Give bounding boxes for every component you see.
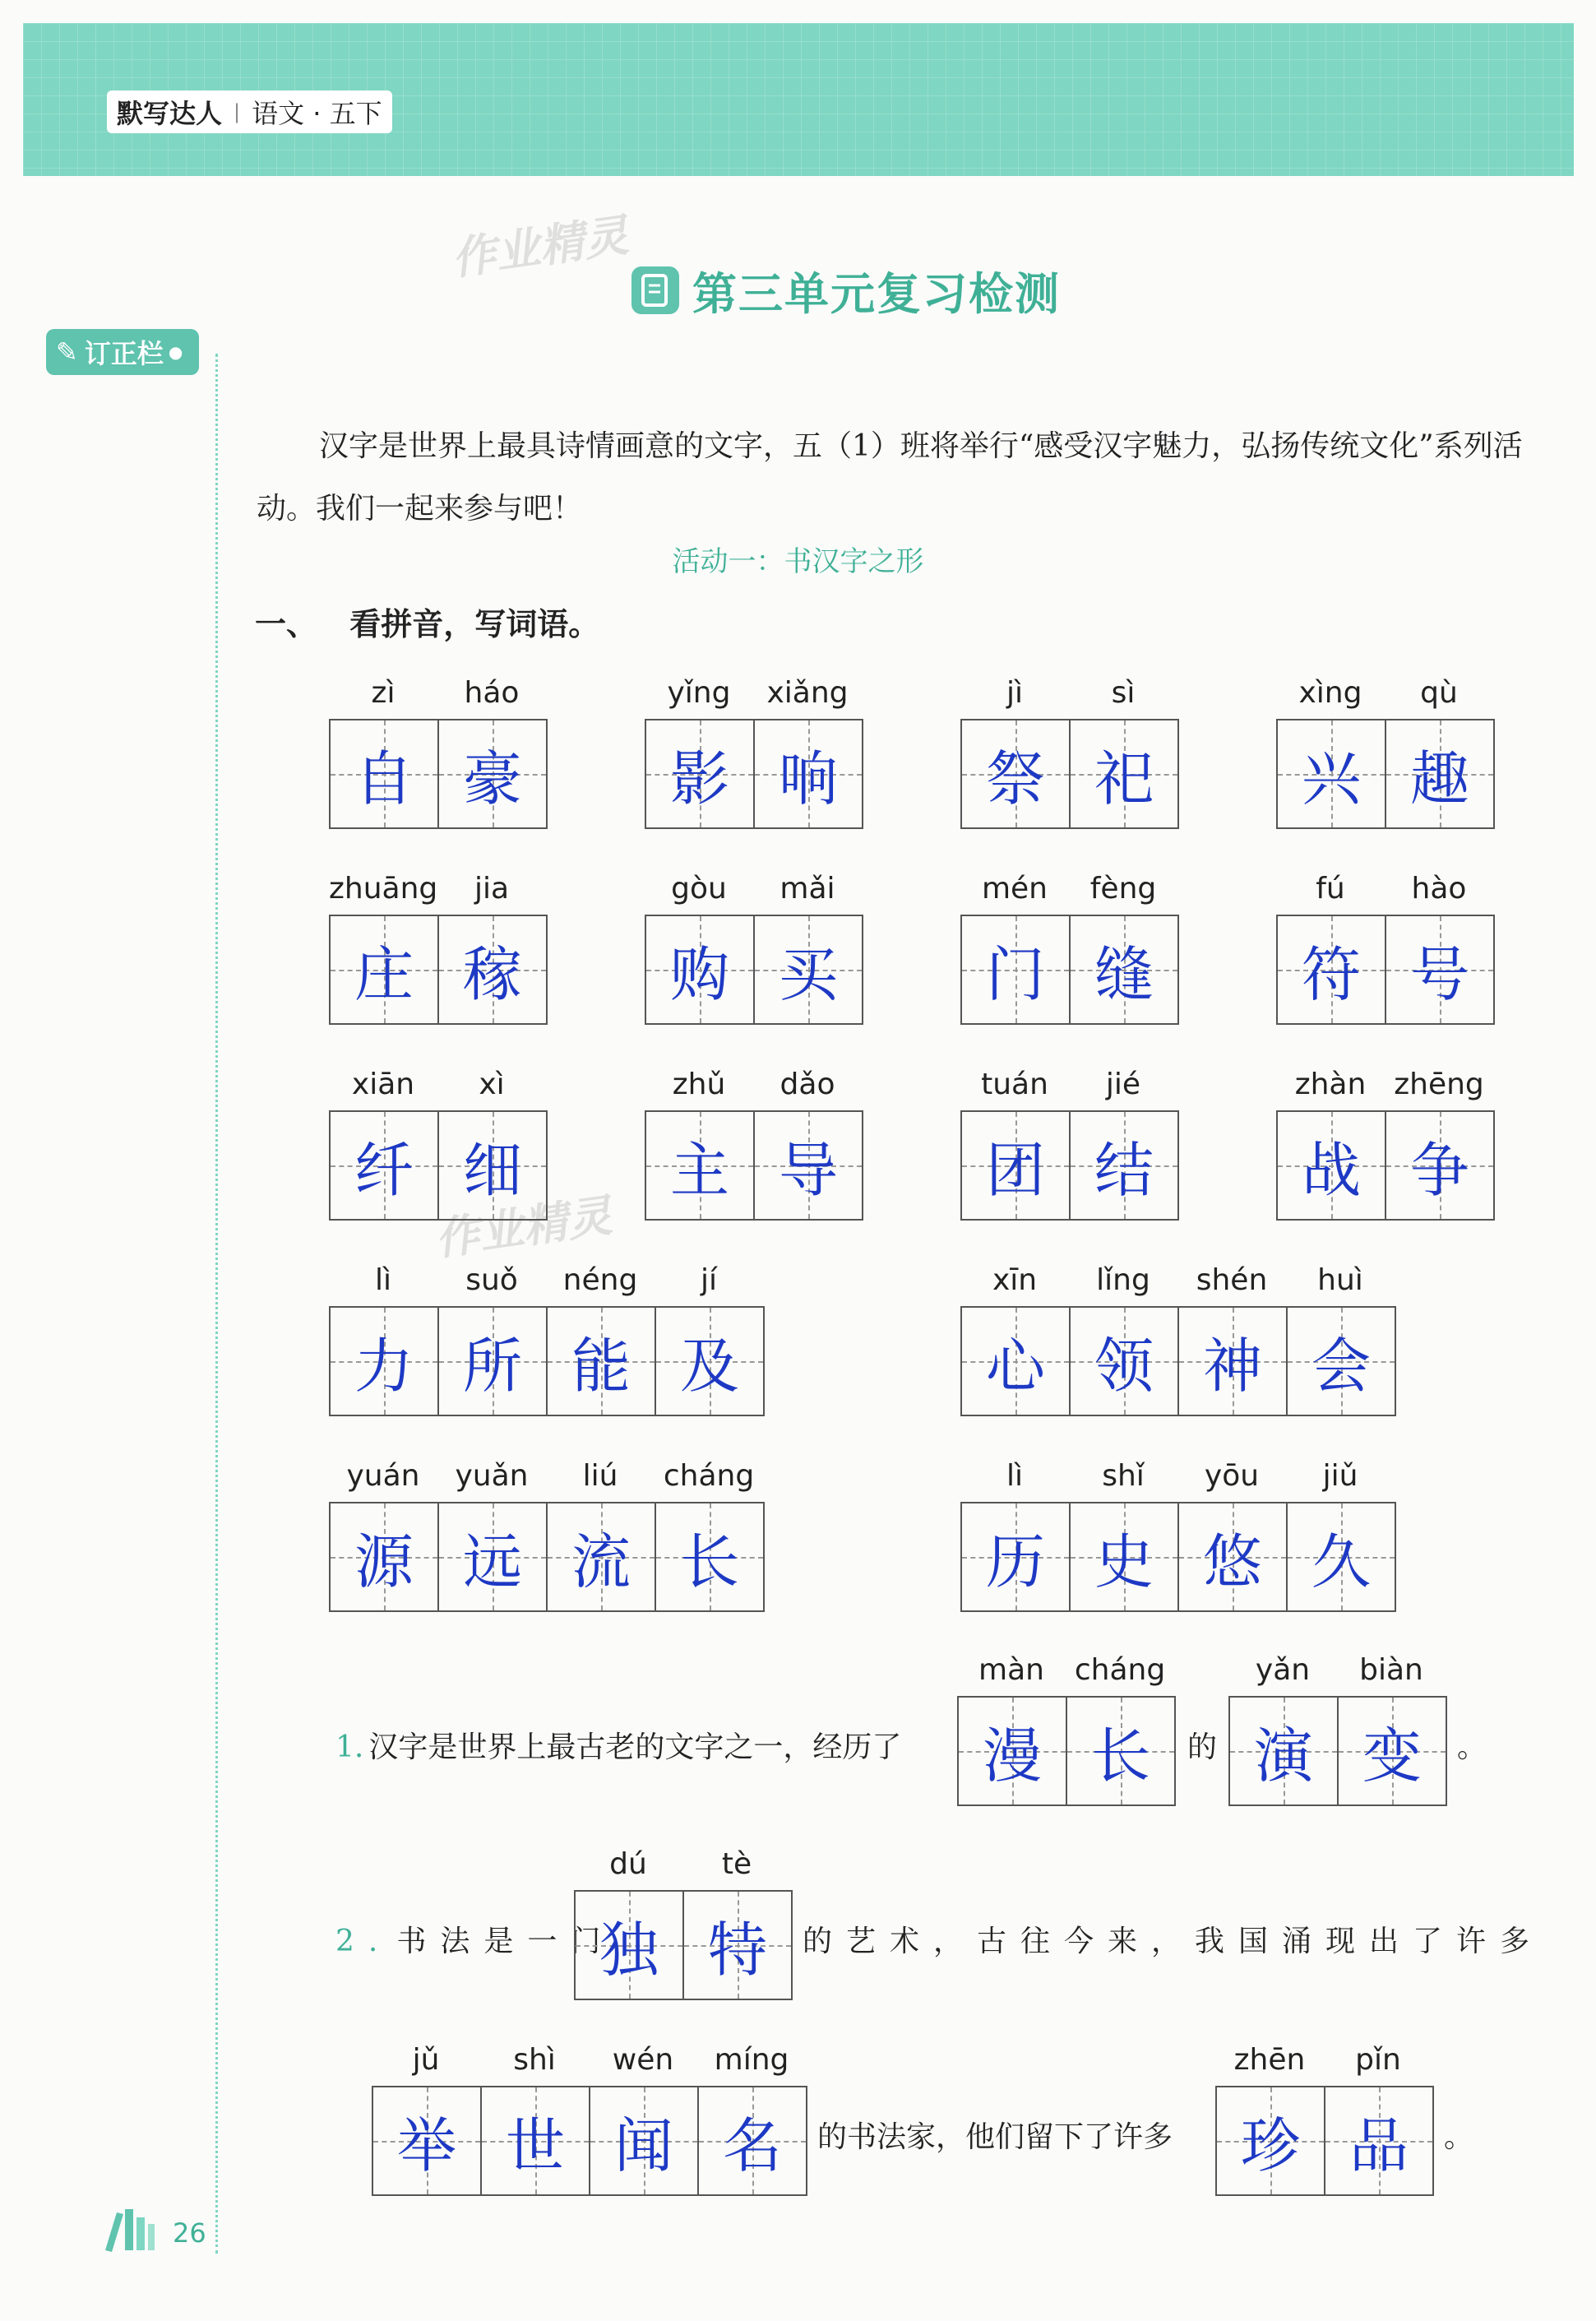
char-cell[interactable]: 名 bbox=[699, 2087, 807, 2194]
intro-paragraph: 汉字是世界上最具诗情画意的文字，五（1）班将举行“感受汉字魅力，弘扬传统文化”系列活动。我们一起来参与吧！ bbox=[257, 429, 1523, 526]
pinyin: zhēng bbox=[1394, 1068, 1484, 1101]
pinyin: mǎi bbox=[779, 872, 835, 906]
notebook-icon bbox=[631, 266, 679, 314]
pinyin: màn bbox=[978, 1653, 1044, 1687]
char-cell[interactable]: 争 bbox=[1386, 1112, 1495, 1219]
pinyin: yǐng bbox=[667, 676, 731, 710]
char-cell[interactable]: 结 bbox=[1071, 1112, 1179, 1219]
pinyin: yuán bbox=[346, 1459, 420, 1493]
char-cell[interactable]: 纤 bbox=[331, 1112, 439, 1219]
char-cell[interactable]: 细 bbox=[439, 1112, 548, 1219]
pinyin: jia bbox=[474, 872, 510, 906]
idiom-box bbox=[960, 1255, 1396, 1416]
pinyin: cháng bbox=[1074, 1653, 1166, 1687]
char-cell[interactable]: 长 bbox=[1067, 1698, 1176, 1804]
word-box bbox=[1228, 1645, 1447, 1806]
pinyin: suǒ bbox=[465, 1263, 518, 1297]
char-cell[interactable]: 豪 bbox=[439, 720, 548, 827]
pinyin: xiān bbox=[351, 1068, 415, 1101]
pinyin: cháng bbox=[663, 1459, 755, 1493]
pinyin: jí bbox=[700, 1263, 717, 1297]
char-cell[interactable]: 领 bbox=[1071, 1308, 1179, 1415]
char-cell[interactable]: 特 bbox=[684, 1892, 793, 1999]
pinyin: tuán bbox=[981, 1068, 1048, 1101]
char-cell[interactable]: 稼 bbox=[439, 916, 548, 1023]
section-title: 看拼音，写词语。 bbox=[349, 606, 600, 642]
subject-label: 语文 · 五下 bbox=[252, 98, 382, 129]
pinyin: zhēn bbox=[1233, 2043, 1306, 2077]
pinyin: shì bbox=[513, 2043, 556, 2077]
sentence-fragment: 的 bbox=[1187, 1730, 1218, 1764]
char-cell[interactable]: 漫 bbox=[959, 1698, 1067, 1804]
idiom-box bbox=[372, 2035, 807, 2196]
pinyin: mén bbox=[981, 872, 1048, 906]
tag-divider: | bbox=[234, 100, 241, 123]
idiom-box bbox=[960, 1451, 1396, 1612]
pinyin: jié bbox=[1105, 1068, 1141, 1101]
char-cell[interactable]: 远 bbox=[439, 1503, 548, 1610]
pinyin: yōu bbox=[1204, 1459, 1260, 1493]
char-cell[interactable]: 悠 bbox=[1179, 1503, 1288, 1610]
char-cell[interactable]: 心 bbox=[962, 1308, 1071, 1415]
pinyin: yǎn bbox=[1255, 1653, 1311, 1687]
char-cell[interactable]: 史 bbox=[1071, 1503, 1179, 1610]
char-cell[interactable]: 庄 bbox=[331, 916, 439, 1023]
word-box bbox=[1215, 2035, 1434, 2196]
word-box bbox=[645, 1059, 863, 1221]
char-cell[interactable]: 流 bbox=[548, 1503, 656, 1610]
word-box bbox=[329, 864, 548, 1025]
word-box bbox=[1276, 864, 1495, 1025]
pinyin: jǔ bbox=[412, 2043, 440, 2077]
pinyin: lì bbox=[1006, 1459, 1023, 1493]
char-cell[interactable]: 门 bbox=[962, 916, 1071, 1023]
char-cell[interactable]: 响 bbox=[755, 720, 863, 827]
word-box bbox=[960, 1059, 1179, 1221]
pinyin: lì bbox=[374, 1263, 391, 1297]
book-tag bbox=[107, 90, 392, 133]
section-heading bbox=[255, 599, 599, 644]
word-box bbox=[960, 668, 1179, 829]
char-cell[interactable]: 及 bbox=[656, 1308, 765, 1415]
correction-margin-line bbox=[215, 354, 218, 2254]
char-cell[interactable]: 珍 bbox=[1217, 2087, 1325, 2194]
char-cell[interactable]: 变 bbox=[1339, 1698, 1447, 1804]
char-cell[interactable]: 符 bbox=[1278, 916, 1386, 1023]
correction-label: 订正栏 bbox=[84, 338, 164, 369]
char-cell[interactable]: 祀 bbox=[1071, 720, 1179, 827]
char-cell[interactable]: 独 bbox=[576, 1892, 684, 1999]
char-cell[interactable]: 举 bbox=[373, 2087, 482, 2194]
word-box bbox=[574, 1839, 793, 2000]
char-cell[interactable]: 闻 bbox=[590, 2087, 699, 2194]
books-icon bbox=[102, 2206, 158, 2252]
word-box bbox=[645, 864, 863, 1025]
title-text: 第三单元复习检测 bbox=[692, 267, 1061, 320]
char-cell[interactable]: 团 bbox=[962, 1112, 1071, 1219]
pinyin: huì bbox=[1317, 1263, 1363, 1297]
pinyin: xiǎng bbox=[766, 676, 849, 710]
char-cell[interactable]: 品 bbox=[1325, 2087, 1434, 2194]
char-cell[interactable]: 力 bbox=[331, 1308, 439, 1415]
pinyin: wén bbox=[612, 2043, 674, 2077]
char-cell[interactable]: 购 bbox=[646, 916, 755, 1023]
pinyin: biàn bbox=[1359, 1653, 1423, 1687]
page-title bbox=[631, 262, 1061, 319]
pinyin: fèng bbox=[1089, 872, 1157, 906]
sentence-1-text bbox=[335, 1724, 901, 1766]
char-cell[interactable]: 趣 bbox=[1386, 720, 1495, 827]
pinyin: zì bbox=[371, 676, 396, 710]
pinyin: néng bbox=[562, 1263, 638, 1297]
word-box bbox=[329, 668, 548, 829]
pinyin: shǐ bbox=[1102, 1459, 1145, 1493]
pinyin: yuǎn bbox=[455, 1459, 529, 1493]
pinyin: qù bbox=[1420, 676, 1458, 710]
char-cell[interactable]: 自 bbox=[331, 720, 439, 827]
pinyin: xīn bbox=[992, 1263, 1038, 1297]
pinyin: zhuāng bbox=[329, 872, 438, 906]
char-cell[interactable]: 兴 bbox=[1278, 720, 1386, 827]
pinyin: hào bbox=[1411, 872, 1467, 906]
sentence-2-text bbox=[335, 1918, 614, 1960]
sentence-fragment: 的书法家，他们留下了许多 bbox=[817, 2120, 1173, 2154]
char-cell[interactable]: 祭 bbox=[962, 720, 1071, 827]
sentence-fragment: 汉字是世界上最古老的文字之一，经历了 bbox=[368, 1730, 902, 1764]
pinyin: fú bbox=[1316, 872, 1345, 906]
sentence-fragment: 书法是一门 bbox=[396, 1925, 615, 1958]
char-cell[interactable]: 所 bbox=[439, 1308, 548, 1415]
pinyin: háo bbox=[464, 676, 520, 710]
char-cell[interactable]: 缝 bbox=[1071, 916, 1179, 1023]
question-number: 2. bbox=[335, 1925, 392, 1958]
word-box bbox=[957, 1645, 1176, 1806]
char-cell[interactable]: 战 bbox=[1278, 1112, 1386, 1219]
pinyin: jiǔ bbox=[1322, 1459, 1358, 1493]
idiom-box bbox=[329, 1451, 765, 1612]
pinyin: xì bbox=[479, 1068, 505, 1101]
watermark: 作业精灵 bbox=[448, 209, 631, 285]
pinyin: dú bbox=[609, 1847, 647, 1881]
char-cell[interactable]: 神 bbox=[1179, 1308, 1288, 1415]
watermark: 作业精灵 bbox=[432, 1189, 615, 1266]
char-cell[interactable]: 号 bbox=[1386, 916, 1495, 1023]
pinyin: lǐng bbox=[1096, 1263, 1150, 1297]
char-cell[interactable]: 历 bbox=[962, 1503, 1071, 1610]
pinyin: shén bbox=[1196, 1263, 1268, 1297]
word-box bbox=[329, 1059, 548, 1221]
pinyin: jì bbox=[1006, 676, 1023, 710]
char-cell[interactable]: 影 bbox=[646, 720, 755, 827]
pinyin: dǎo bbox=[779, 1068, 835, 1101]
pinyin: zhǔ bbox=[672, 1068, 726, 1101]
idiom-box bbox=[329, 1255, 765, 1416]
sentence-fragment: 。 bbox=[1457, 1730, 1487, 1764]
pinyin: tè bbox=[721, 1847, 752, 1881]
pinyin: pǐn bbox=[1355, 2043, 1401, 2077]
word-box bbox=[645, 668, 863, 829]
char-cell[interactable]: 久 bbox=[1288, 1503, 1396, 1610]
sentence-fragment: 。 bbox=[1444, 2120, 1474, 2154]
char-cell[interactable]: 会 bbox=[1288, 1308, 1396, 1415]
char-cell[interactable]: 源 bbox=[331, 1503, 439, 1610]
char-cell[interactable]: 导 bbox=[755, 1112, 863, 1219]
sentence-fragment: 的艺术，古往今来，我国涌现出了许多 bbox=[803, 1925, 1544, 1958]
pencil-icon: ✎ bbox=[56, 336, 78, 368]
pinyin: míng bbox=[714, 2043, 789, 2077]
correction-tab bbox=[46, 329, 199, 375]
pinyin: gòu bbox=[671, 872, 727, 906]
char-cell[interactable]: 演 bbox=[1230, 1698, 1339, 1804]
brand-name: 默写达人 bbox=[117, 98, 223, 129]
pinyin: liú bbox=[582, 1459, 618, 1493]
pinyin: sì bbox=[1111, 676, 1136, 710]
page-number: 26 bbox=[173, 2217, 206, 2249]
char-cell[interactable]: 主 bbox=[646, 1112, 755, 1219]
pinyin: xìng bbox=[1298, 676, 1362, 710]
word-box bbox=[960, 864, 1179, 1025]
activity-title: 活动一：书汉字之形 bbox=[672, 545, 924, 578]
word-box bbox=[1276, 668, 1495, 829]
section-number: 一、 bbox=[255, 606, 318, 642]
pinyin: zhàn bbox=[1294, 1068, 1367, 1101]
word-box bbox=[1276, 1059, 1495, 1221]
char-cell[interactable]: 长 bbox=[656, 1503, 765, 1610]
char-cell[interactable]: 能 bbox=[548, 1308, 656, 1415]
char-cell[interactable]: 世 bbox=[482, 2087, 590, 2194]
dot-icon: ● bbox=[168, 342, 183, 362]
question-number: 1. bbox=[335, 1730, 364, 1764]
char-cell[interactable]: 买 bbox=[755, 916, 863, 1023]
